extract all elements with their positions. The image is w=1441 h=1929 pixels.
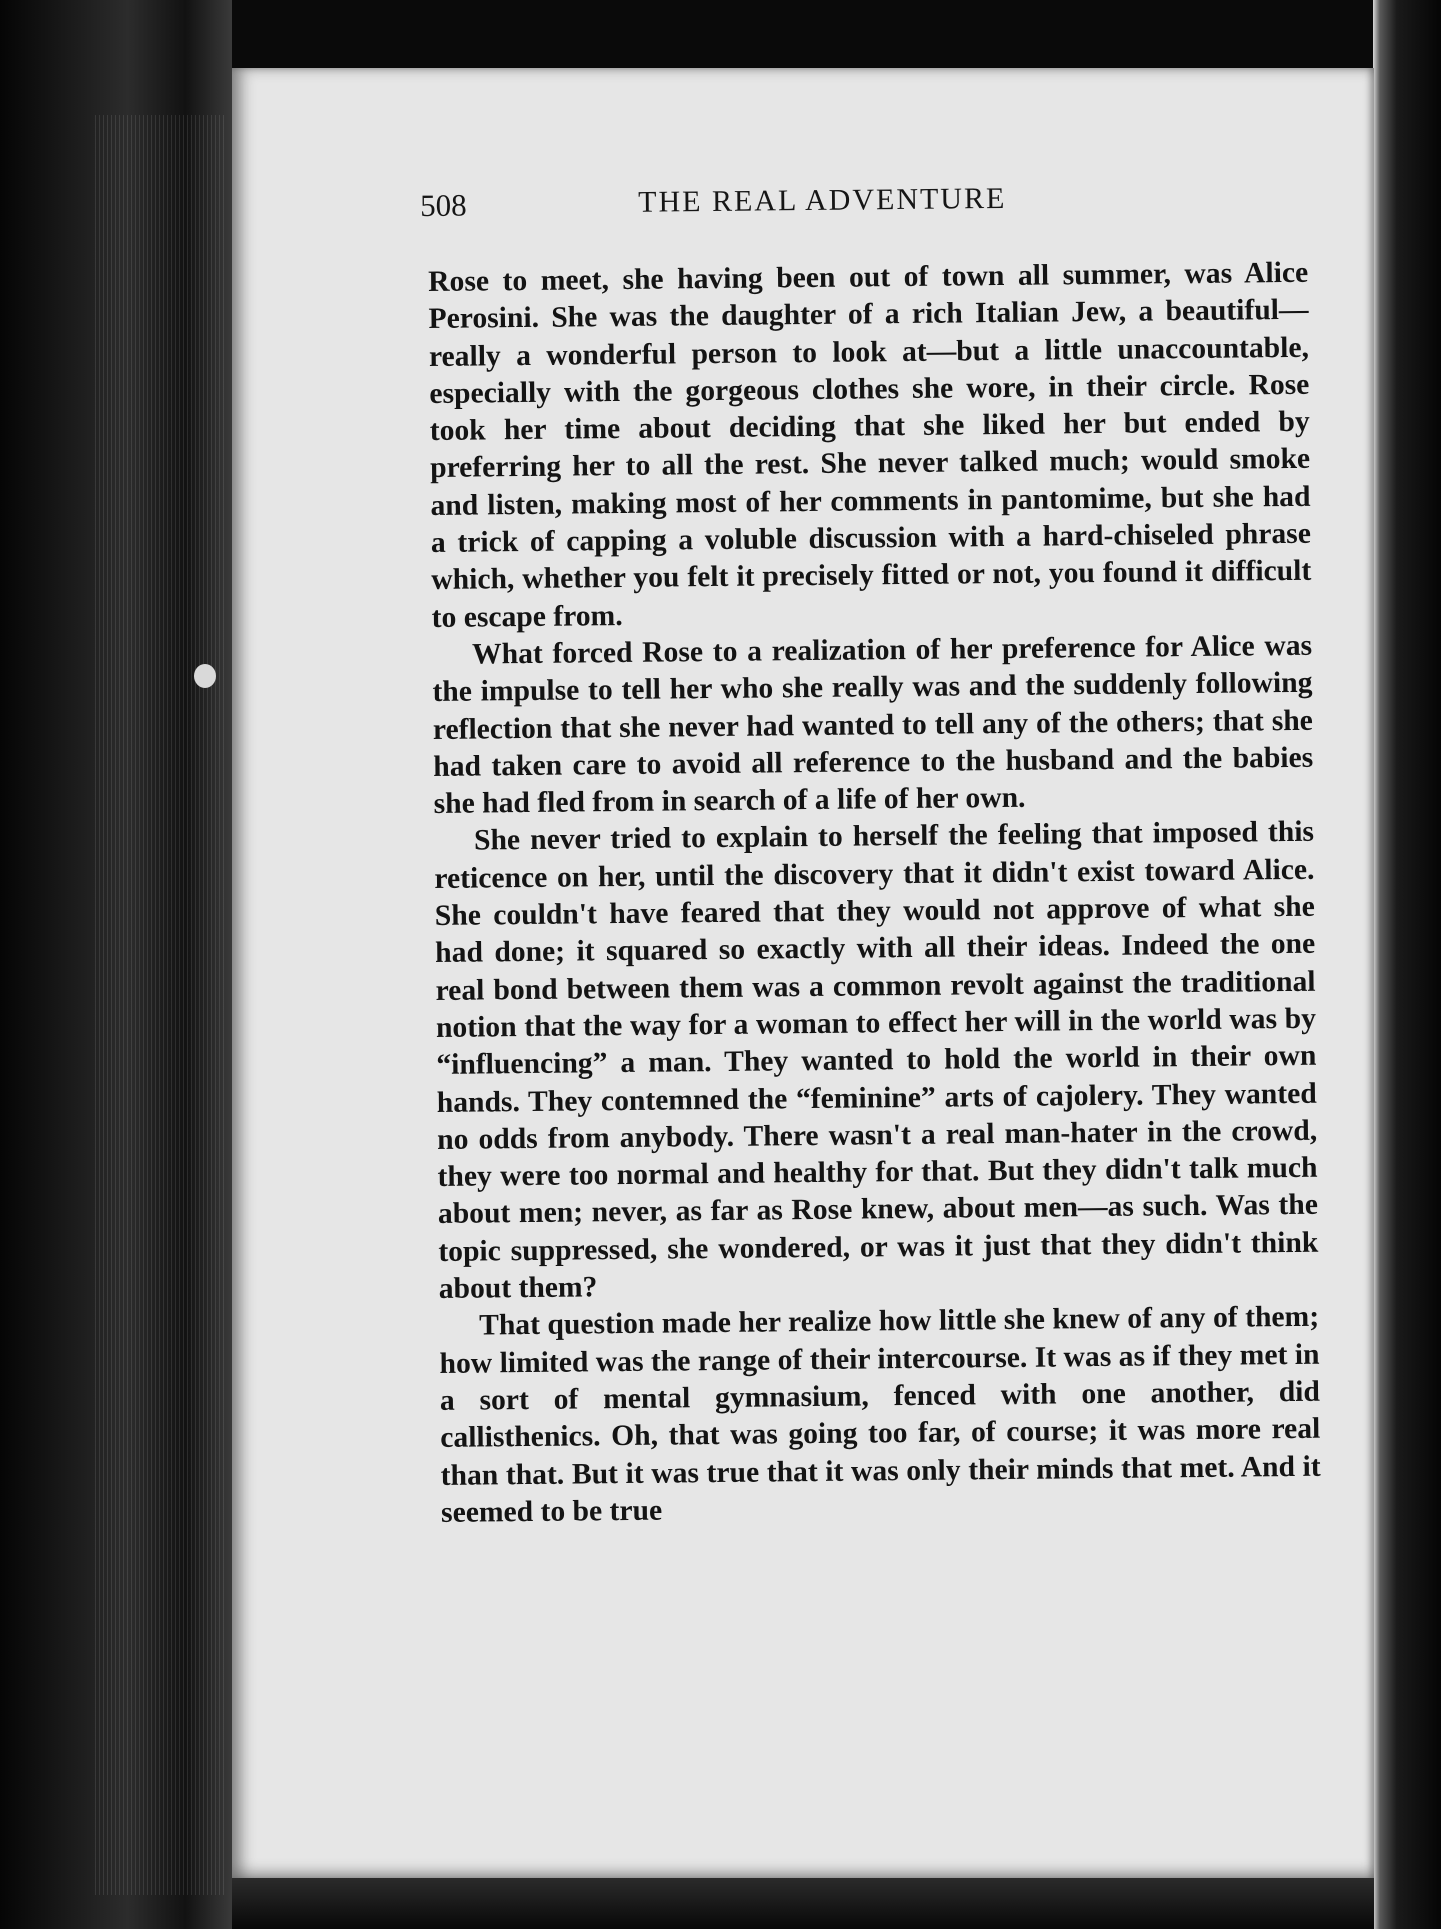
paragraph: She never tried to explain to herself the feeling that imposed this reticence on her, until the discovery that it didn't exist toward Alice. She couldn't have feared that they would not approve of what she had done; it squared so exactly with all their ideas. Indeed the one real bond between them was a common revolt against the traditional notion that the way for a woman to effect her will in the world was by “influencing” a man. They wanted to hold the world in their own hands. They contemned the “feminine” arts of cajolery. They wanted no odds from anybody. There wasn't a real man-hater in the crowd, they were too normal and healthy for that. But they didn't talk much about men; never, as far as Rose knew, about men—as such. Was the topic suppressed, she wondered, or was it just that they didn't think about them? — [434, 816, 1319, 1305]
paper-blot — [194, 664, 216, 688]
scan-bottom-margin — [232, 1878, 1374, 1929]
running-title: THE REAL ADVENTURE — [637, 181, 1007, 219]
paragraph: What forced Rose to a realization of her preference for Alice was the impulse to tell her who she really was and the suddenly following reflection that she never had wanted to tell any of the others; that she had taken care to avoid all reference to the husband and the babies she had fled from in search of a life of her own. — [432, 629, 1314, 821]
running-head — [420, 181, 1080, 232]
paragraph: Rose to meet, she having been out of town all summer, was Alice Perosini. She was the daughter of a rich Italian Jew, a beautiful—really a wonderful person to look at—but a little unaccountable, especially with the gorgeous clothes she wore, in their circle. Rose took her time about deciding that she liked her but ended by preferring her to all the rest. She never talked much; would smoke and listen, making most of her comments in pantomime, but she had a trick of capping a voluble discussion with a hard-chiseled phrase which, whether you felt it precisely fitted or not, you found it difficult to escape from. — [428, 256, 1312, 634]
book-spine-edge — [0, 0, 232, 1929]
body-text — [428, 255, 1321, 1532]
book-right-edge — [1373, 0, 1441, 1929]
page-number: 508 — [420, 187, 467, 223]
paragraph: That question made her realize how little she knew of any of them; how limited was the range of their intercourse. It was as if they met in a sort of mental gymnasium, fenced with one another, did callisthenics. Oh, that was going too far, of course; it was more real than that. But it was true that it was only their minds that met. And it seemed to be true — [439, 1301, 1321, 1529]
